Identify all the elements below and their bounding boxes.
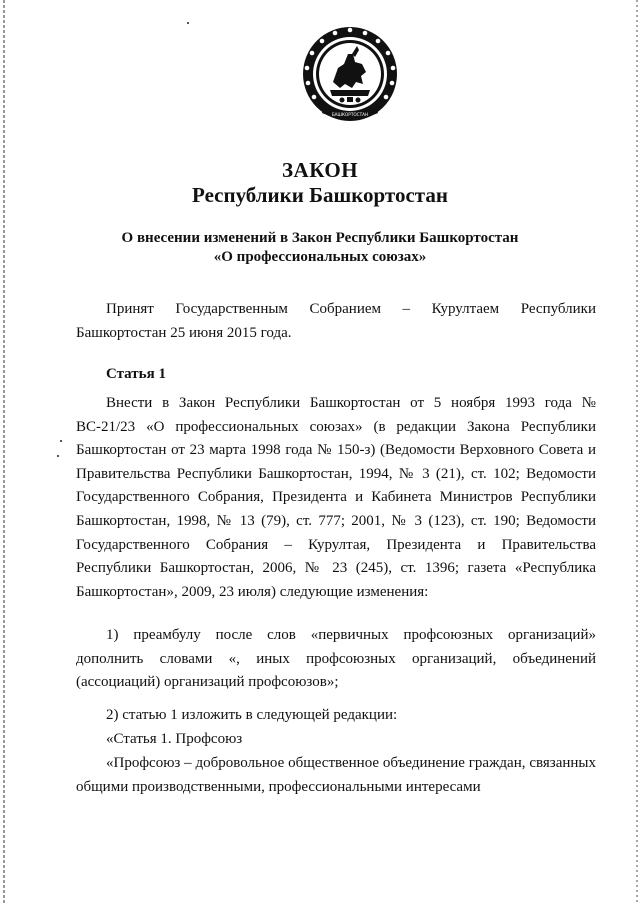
adoption-statement: Принят Государственным Собранием – Курултаем Республики Башкортостан 25 июня 2015 года. [76, 301, 596, 341]
scan-speck [60, 440, 62, 442]
paragraph: «Профсоюз – добровольное общественное объединение граждан, связанных общими производственными, профессиональными интересами [76, 755, 596, 795]
paragraph: 1) преамбулу после слов «первичных профсоюзных организаций» дополнить словами «, иных профсоюзных организаций, объединений (ассоциаций) организаций профсоюзов»; [76, 627, 596, 691]
document-issuer: Республики Башкортостан [192, 183, 448, 207]
document-title: ЗАКОН [281, 158, 359, 182]
scan-edge-left [3, 0, 5, 905]
paragraph: 2) статью 1 изложить в следующей редакции: [106, 707, 398, 723]
paragraph: Внести в Закон Республики Башкортостан от 5 ноября 1993 года № ВС-21/23 «О профессиональных союзах» (в редакции Закона Республики Башкортостан от 23 марта 1998 года № 150-з) (Ведомости Верховного Совета и Правительства Республики Башкортостан, 1994, № 3 (21), ст. 102; Ведомости Государственного Собрания, Президента и Кабинета Министров Республики Башкортостан, 1998, № 13 (79), ст. 777; 2001, № 3 (123), ст. 190; Ведомости Государственного Собрания – Курултая, Президента и Правительства Республики Башкортостан, 2006, № 23 (245), ст. 1396; газета «Республика Башкортостан», 2009, 23 июля) следующие изменения: [76, 395, 596, 600]
scan-edge-right [636, 0, 638, 905]
document-subject-line-1: О внесении изменений в Закон Республики Башкортостан [121, 230, 519, 246]
scan-speck [187, 22, 189, 24]
coat-of-arms-emblem [300, 24, 400, 126]
emblem-ribbon-text: БАШКОРТОСТАН [331, 112, 369, 117]
article-heading: Статья 1 [106, 366, 166, 382]
document-subject-line-2: «О профессиональных союзах» [213, 249, 427, 265]
paragraph: «Статья 1. Профсоюз [106, 731, 243, 747]
scan-speck [57, 455, 59, 457]
